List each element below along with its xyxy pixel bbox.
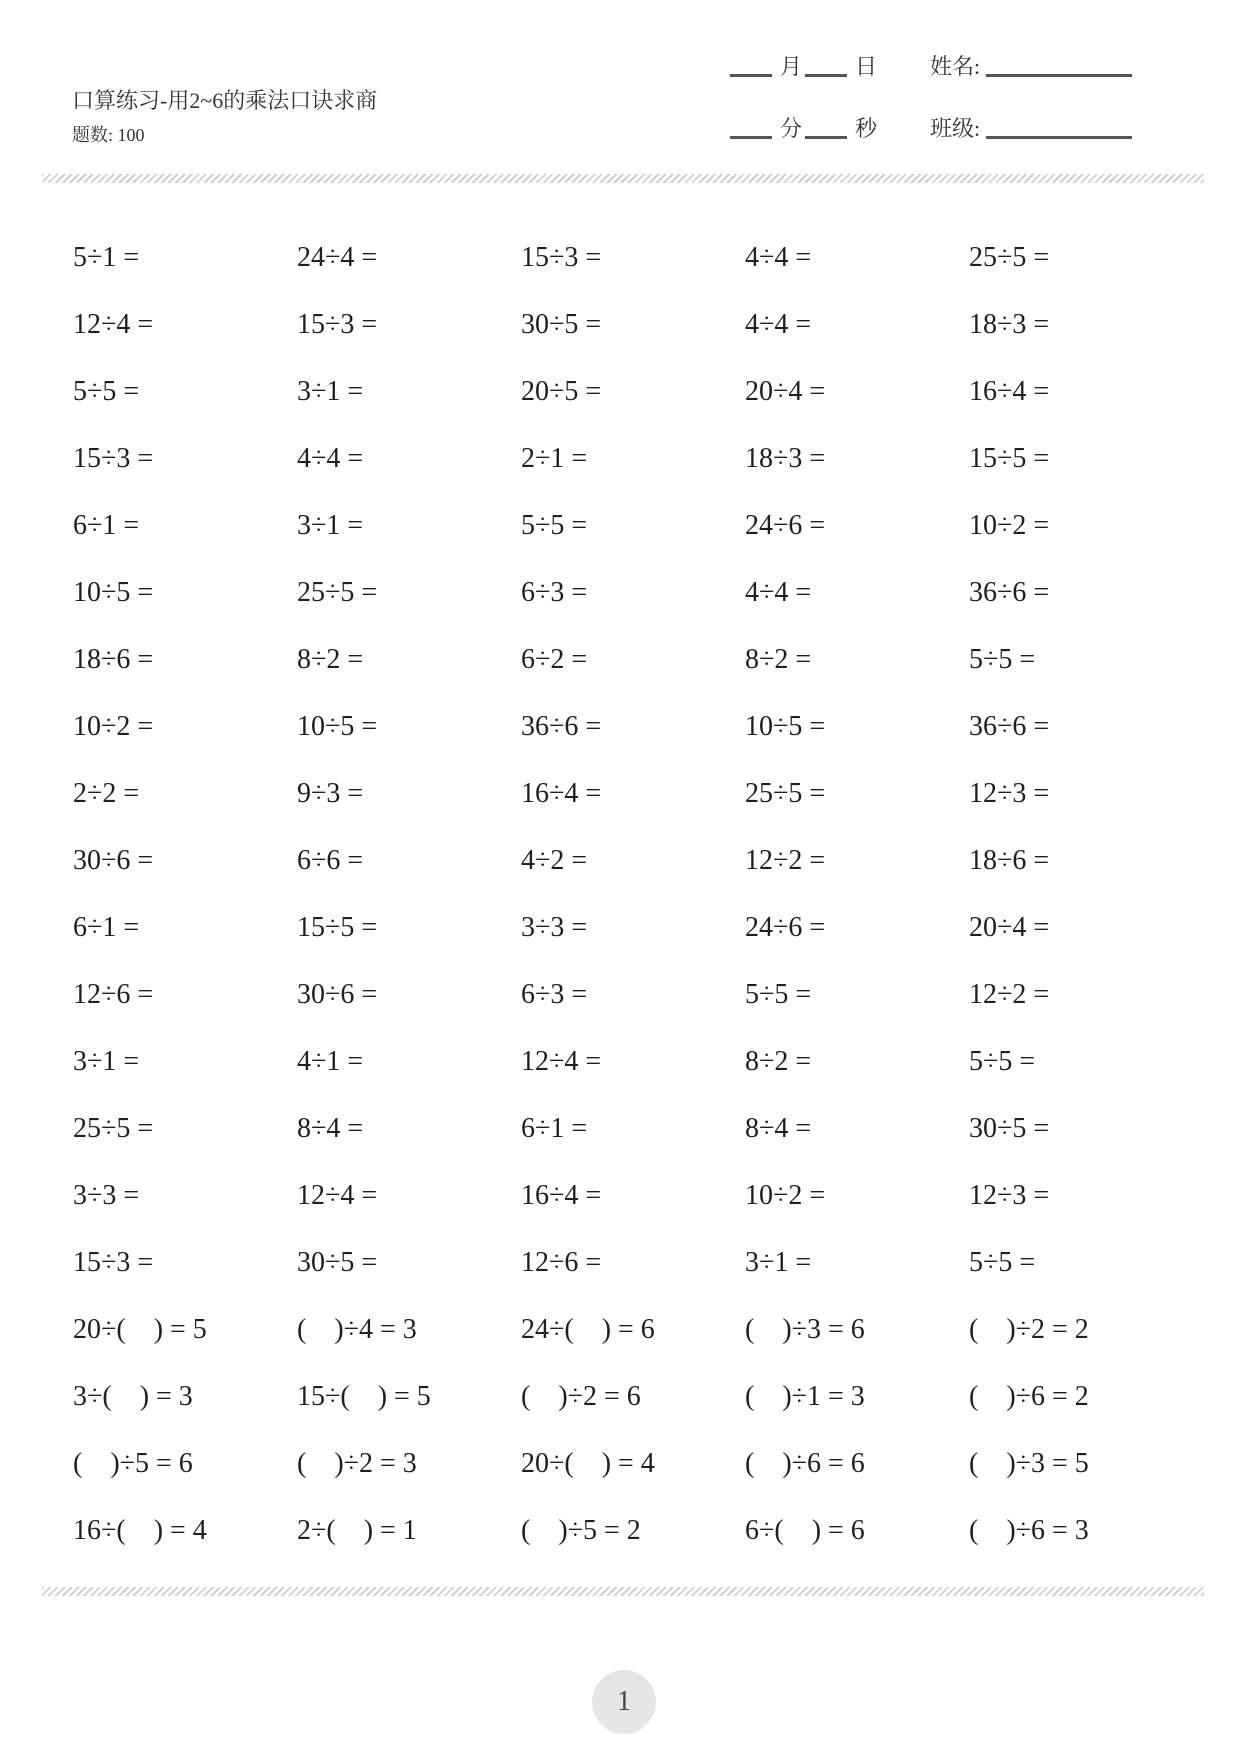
problem-item: ( )÷6 = 2	[969, 1381, 1089, 1412]
problem-item: 12÷2 =	[969, 979, 1050, 1010]
problem-item: 15÷3 =	[297, 309, 378, 340]
problem-item: ( )÷3 = 5	[969, 1448, 1089, 1479]
problem-item: 20÷4 =	[745, 376, 826, 407]
problem-item: ( )÷3 = 6	[745, 1314, 865, 1345]
second-blank[interactable]	[805, 136, 847, 139]
problem-item: 10÷5 =	[73, 577, 154, 608]
problem-item: 5÷5 =	[969, 1046, 1036, 1077]
problem-item: 25÷5 =	[297, 577, 378, 608]
problem-item: 4÷4 =	[745, 577, 812, 608]
problem-item: 12÷4 =	[73, 309, 154, 340]
problem-item: 18÷3 =	[745, 443, 826, 474]
problem-item: 36÷6 =	[969, 711, 1050, 742]
problem-count: 题数: 100	[72, 125, 145, 145]
problem-item: 10÷2 =	[969, 510, 1050, 541]
problem-item: 6÷1 =	[521, 1113, 588, 1144]
month-field[interactable]	[730, 50, 802, 81]
problem-item: 8÷4 =	[745, 1113, 812, 1144]
problem-item: 12÷3 =	[969, 778, 1050, 809]
problem-item: 2÷2 =	[73, 778, 140, 809]
class-label: 班级:	[930, 116, 981, 141]
problem-item: 36÷6 =	[521, 711, 602, 742]
problem-item: 30÷5 =	[297, 1247, 378, 1278]
second-field[interactable]	[805, 112, 877, 143]
day-blank[interactable]	[805, 74, 847, 77]
problem-item: 24÷6 =	[745, 510, 826, 541]
problem-item: 5÷5 =	[745, 979, 812, 1010]
problem-item: ( )÷4 = 3	[297, 1314, 417, 1345]
problem-item: 30÷6 =	[297, 979, 378, 1010]
bottom-divider	[42, 1587, 1204, 1596]
problem-item: 4÷1 =	[297, 1046, 364, 1077]
problem-item: 6÷2 =	[521, 644, 588, 675]
second-label: 秒	[855, 116, 878, 141]
name-label: 姓名:	[930, 54, 981, 79]
problem-item: 25÷5 =	[969, 242, 1050, 273]
problem-item: 5÷5 =	[521, 510, 588, 541]
problem-item: 25÷5 =	[73, 1113, 154, 1144]
problem-item: 10÷2 =	[745, 1180, 826, 1211]
problem-item: 30÷6 =	[73, 845, 154, 876]
problem-item: 4÷4 =	[297, 443, 364, 474]
problem-item: 5÷5 =	[73, 376, 140, 407]
worksheet-title: 口算练习-用2~6的乘法口诀求商	[72, 88, 378, 113]
problem-item: 15÷( ) = 5	[297, 1381, 431, 1412]
class-blank[interactable]	[986, 136, 1132, 139]
problem-item: ( )÷5 = 6	[73, 1448, 193, 1479]
problem-item: 12÷3 =	[969, 1180, 1050, 1211]
problem-item: ( )÷6 = 3	[969, 1515, 1089, 1546]
problem-item: 24÷6 =	[745, 912, 826, 943]
problem-item: 12÷2 =	[745, 845, 826, 876]
problem-item: 15÷5 =	[969, 443, 1050, 474]
minute-blank[interactable]	[730, 136, 772, 139]
problem-item: 15÷5 =	[297, 912, 378, 943]
problem-item: 8÷4 =	[297, 1113, 364, 1144]
problem-item: 3÷3 =	[521, 912, 588, 943]
problem-item: 20÷( ) = 5	[73, 1314, 207, 1345]
problem-item: 5÷5 =	[969, 644, 1036, 675]
problem-item: 15÷3 =	[73, 1247, 154, 1278]
problem-item: 3÷1 =	[745, 1247, 812, 1278]
problem-item: 4÷4 =	[745, 309, 812, 340]
problem-item: 16÷4 =	[521, 1180, 602, 1211]
minute-label: 分	[780, 116, 803, 141]
problem-item: 6÷3 =	[521, 979, 588, 1010]
problem-item: 20÷4 =	[969, 912, 1050, 943]
problem-item: 24÷4 =	[297, 242, 378, 273]
top-divider	[42, 174, 1204, 183]
problem-item: ( )÷2 = 3	[297, 1448, 417, 1479]
page-number: 1	[617, 1686, 631, 1717]
problem-item: ( )÷1 = 3	[745, 1381, 865, 1412]
problem-item: ( )÷2 = 2	[969, 1314, 1089, 1345]
problem-item: 8÷2 =	[297, 644, 364, 675]
problem-item: 12÷4 =	[297, 1180, 378, 1211]
day-label: 日	[855, 54, 878, 79]
problem-item: 3÷1 =	[73, 1046, 140, 1077]
problem-item: 2÷( ) = 1	[297, 1515, 417, 1546]
problem-item: 3÷3 =	[73, 1180, 140, 1211]
problem-item: 5÷1 =	[73, 242, 140, 273]
problem-item: ( )÷5 = 2	[521, 1515, 641, 1546]
problem-item: 16÷4 =	[521, 778, 602, 809]
problem-item: 16÷4 =	[969, 376, 1050, 407]
problem-item: 16÷( ) = 4	[73, 1515, 207, 1546]
month-label: 月	[780, 54, 803, 79]
problem-item: 20÷( ) = 4	[521, 1448, 655, 1479]
class-field[interactable]	[930, 112, 1132, 143]
month-blank[interactable]	[730, 74, 772, 77]
problem-item: 10÷5 =	[745, 711, 826, 742]
problem-item: 9÷3 =	[297, 778, 364, 809]
problem-item: 3÷( ) = 3	[73, 1381, 193, 1412]
page-number-badge	[592, 1670, 656, 1734]
problem-item: 18÷3 =	[969, 309, 1050, 340]
problem-item: 24÷( ) = 6	[521, 1314, 655, 1345]
problem-item: 4÷4 =	[745, 242, 812, 273]
problem-item: 2÷1 =	[521, 443, 588, 474]
problem-item: 18÷6 =	[969, 845, 1050, 876]
problem-item: 5÷5 =	[969, 1247, 1036, 1278]
problem-item: 6÷1 =	[73, 510, 140, 541]
problem-item: 8÷2 =	[745, 644, 812, 675]
problem-item: 10÷2 =	[73, 711, 154, 742]
problem-item: 12÷6 =	[73, 979, 154, 1010]
problem-item: 6÷( ) = 6	[745, 1515, 865, 1546]
problem-item: 3÷1 =	[297, 376, 364, 407]
problem-item: 4÷2 =	[521, 845, 588, 876]
name-blank[interactable]	[986, 74, 1132, 77]
problem-item: 10÷5 =	[297, 711, 378, 742]
minute-field[interactable]	[730, 112, 802, 143]
problem-item: 8÷2 =	[745, 1046, 812, 1077]
problem-item: 12÷4 =	[521, 1046, 602, 1077]
problem-item: ( )÷6 = 6	[745, 1448, 865, 1479]
problem-item: 6÷6 =	[297, 845, 364, 876]
problem-item: 6÷3 =	[521, 577, 588, 608]
problem-item: 36÷6 =	[969, 577, 1050, 608]
problem-item: 18÷6 =	[73, 644, 154, 675]
problem-item: 25÷5 =	[745, 778, 826, 809]
problem-item: 30÷5 =	[969, 1113, 1050, 1144]
day-field[interactable]	[805, 50, 877, 81]
name-field[interactable]	[930, 50, 1132, 81]
problem-item: 15÷3 =	[73, 443, 154, 474]
problem-grid	[73, 238, 1203, 1578]
problem-item: 12÷6 =	[521, 1247, 602, 1278]
problem-item: 20÷5 =	[521, 376, 602, 407]
problem-item: 15÷3 =	[521, 242, 602, 273]
problem-item: 3÷1 =	[297, 510, 364, 541]
problem-item: 30÷5 =	[521, 309, 602, 340]
problem-item: ( )÷2 = 6	[521, 1381, 641, 1412]
problem-item: 6÷1 =	[73, 912, 140, 943]
